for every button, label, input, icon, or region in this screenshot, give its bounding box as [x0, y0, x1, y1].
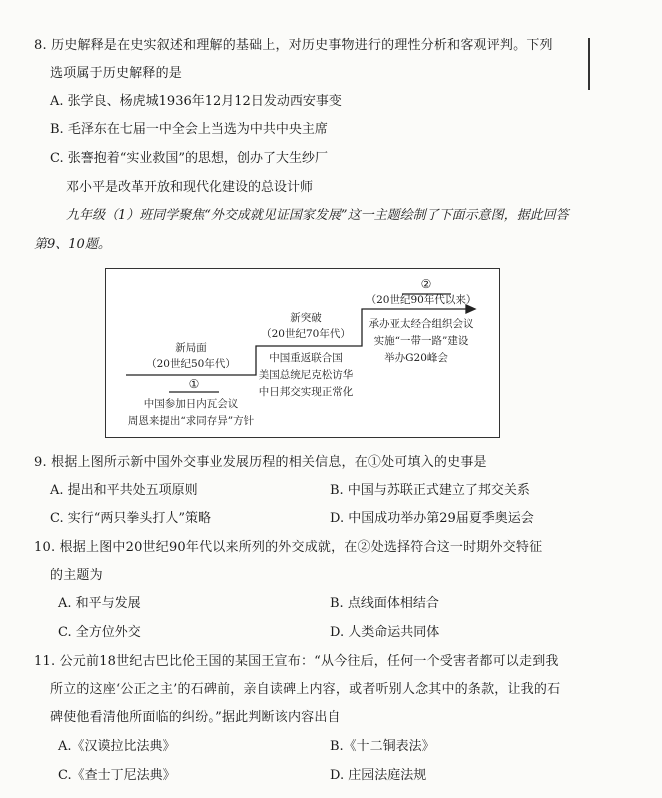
diplomacy-diagram	[105, 268, 500, 438]
q10-option-c: C. 全方位外交	[58, 625, 141, 640]
stage2-event-japan: 中日邦交实现正常化	[258, 386, 354, 398]
stage2-title: 新突破	[290, 312, 322, 324]
q11-option-c: C.《查士丁尼法典》	[58, 768, 176, 783]
q11-option-d: D. 庄园法庭法规	[330, 768, 427, 783]
q8-stem-line2: 选项属于历史解释的是	[50, 66, 183, 81]
q9-option-d: D. 中国成功举办第29届夏季奥运会	[330, 511, 534, 526]
stage2-event-nixon: 美国总统尼克松访华	[258, 369, 354, 381]
q9-stem: 9. 根据上图所示新中国外交事业发展历程的相关信息，在①处可填入的史事是	[34, 455, 487, 470]
q8-option-d: 邓小平是改革开放和现代化建设的总设计师	[66, 180, 314, 195]
q11-option-a: A.《汉谟拉比法典》	[58, 739, 176, 754]
stage3-era: （20世纪90年代以来）	[365, 294, 477, 306]
stage2-event-un: 中国重返联合国	[269, 352, 343, 364]
intro-line2: 第9、10题。	[34, 237, 111, 252]
q11-stem-line2: 所立的这座‘公正之主’的石碑前，亲自读碑上内容，或者听别人念其中的条款，让我的石	[50, 682, 561, 697]
q11-option-b: B.《十二铜表法》	[330, 739, 435, 754]
q8-option-b: B. 毛泽东在七届一中全会上当选为中共中央主席	[50, 122, 328, 137]
q9-option-b: B. 中国与苏联正式建立了邦交关系	[330, 483, 530, 498]
stage1-event-geneva: 中国参加日内瓦会议	[143, 398, 239, 410]
q11-stem-line3: 碑使他看清他所面临的纠纷。”据此判断该内容出自	[50, 710, 341, 725]
stage3-event-apec: 承办亚太经合组织会议	[368, 318, 474, 330]
q9-option-a: A. 提出和平共处五项原则	[50, 483, 198, 498]
blank-1-marker: ①	[188, 377, 200, 391]
q10-option-b: B. 点线面体相结合	[330, 596, 439, 611]
q11-stem-line1: 11. 公元前18世纪古巴比伦王国的某国王宣布：“从今往后，任何一个受害者都可以走到我	[34, 654, 559, 669]
q8-stem-line1: 8. 历史解释是在史实叙述和理解的基础上，对历史事物进行的理性分析和客观评判。下列	[34, 38, 553, 53]
q10-stem-line2: 的主题为	[50, 568, 103, 583]
q10-option-a: A. 和平与发展	[58, 596, 141, 611]
q8-option-a: A. 张学良、杨虎城1936年12月12日发动西安事变	[50, 94, 342, 109]
stage1-era: （20世纪50年代）	[146, 358, 236, 370]
stage3-event-g20: 举办G20峰会	[384, 352, 448, 364]
stage1-title: 新局面	[175, 342, 207, 354]
blank-2-marker: ②	[420, 277, 432, 291]
stage2-era: （20世纪70年代）	[261, 328, 351, 340]
q10-option-d: D. 人类命运共同体	[330, 625, 440, 640]
q10-stem-line1: 10. 根据上图中20世纪90年代以来所列的外交成就，在②处选择符合这一时期外交特征	[34, 540, 543, 555]
margin-mark	[588, 38, 590, 90]
intro-line1: 九年级（1）班同学聚焦“外交成就见证国家发展”这一主题绘制了下面示意图，据此回答	[66, 208, 569, 223]
stage1-event-seek-common: 周恩来提出“求同存异”方针	[127, 415, 255, 427]
stage3-event-belt-road: 实施“一带一路”建设	[373, 335, 469, 347]
q8-option-c: C. 张謇抱着“实业救国”的思想，创办了大生纱厂	[50, 151, 329, 166]
q9-option-c: C. 实行“两只拳头打人”策略	[50, 511, 212, 526]
